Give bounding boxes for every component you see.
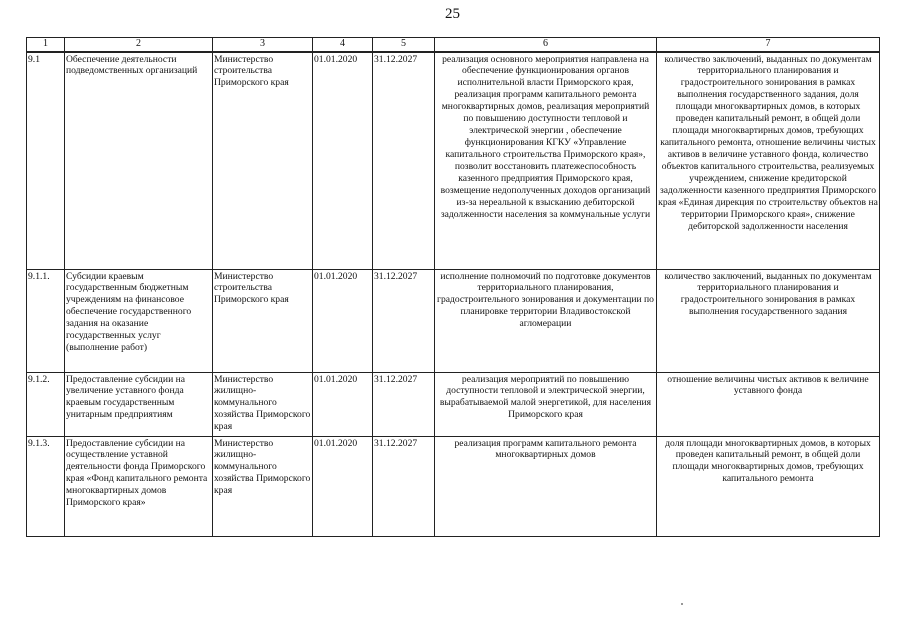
end-date: 31.12.2027 [373, 52, 435, 270]
responsible-executor: Министерство строительства Приморского края [213, 52, 313, 270]
item-number: 9.1.1. [27, 269, 65, 372]
end-date: 31.12.2027 [373, 436, 435, 536]
responsible-executor: Министерство жилищно-коммунального хозяйства Приморского края [213, 372, 313, 436]
page-number: 25 [445, 6, 460, 22]
scan-speck [681, 603, 683, 605]
table-row [27, 372, 880, 436]
related-indicators: количество заключений, выданных по документам территориального планирования и градостроительного зонирования в рамках выполнения государственного задания [657, 269, 880, 372]
start-date: 01.01.2020 [313, 436, 373, 536]
expected-result: исполнение полномочий по подготовке документов территориального планирования, градостроительного зонирования и документации по планировке территории Владивостокской агломерации [435, 269, 657, 372]
activity-name: Обеспечение деятельности подведомственных организаций [65, 52, 213, 270]
activity-name: Предоставление субсидии на осуществление уставной деятельности фонда Приморского края «Фонд капитального ремонта многоквартирных домов Приморского края» [65, 436, 213, 536]
column-number: 5 [373, 38, 435, 52]
responsible-executor: Министерство жилищно-коммунального хозяйства Приморского края [213, 436, 313, 536]
column-number-row [27, 38, 880, 52]
column-number: 7 [657, 38, 880, 52]
activity-name: Субсидии краевым государственным бюджетным учреждениям на финансовое обеспечение государственного задания на оказание государственных услуг (выполнение работ) [65, 269, 213, 372]
table-row [27, 436, 880, 536]
expected-result: реализация программ капитального ремонта многоквартирных домов [435, 436, 657, 536]
item-number: 9.1.2. [27, 372, 65, 436]
column-number: 1 [27, 38, 65, 52]
responsible-executor: Министерство строительства Приморского края [213, 269, 313, 372]
activity-name: Предоставление субсидии на увеличение уставного фонда краевым государственным унитарным предприятиям [65, 372, 213, 436]
table-row [27, 52, 880, 270]
end-date: 31.12.2027 [373, 372, 435, 436]
column-number: 3 [213, 38, 313, 52]
start-date: 01.01.2020 [313, 52, 373, 270]
table-row [27, 269, 880, 372]
column-number: 4 [313, 38, 373, 52]
item-number: 9.1.3. [27, 436, 65, 536]
expected-result: реализация мероприятий по повышению доступности тепловой и электрической энергии, вырабатываемой малой энергетикой, для населения Приморского края [435, 372, 657, 436]
start-date: 01.01.2020 [313, 372, 373, 436]
column-number: 2 [65, 38, 213, 52]
start-date: 01.01.2020 [313, 269, 373, 372]
related-indicators: отношение величины чистых активов к величине уставного фонда [657, 372, 880, 436]
end-date: 31.12.2027 [373, 269, 435, 372]
expected-result: реализация основного мероприятия направлена на обеспечение функционирования органов исполнительной власти Приморского края, реализация программ капитального ремонта многоквартирных домов, реализация мероприятий по повышению доступности тепловой и электрической энергии , обеспечение функционирования КГКУ «Управление капитального строительства Приморского края», позволит восстановить платежеспособность казенного предприятия Приморского края, возмещение недополученных доходов организаций из-за нереальной к взысканию дебиторской задолженности населения за коммунальные услуги [435, 52, 657, 270]
program-table [26, 37, 880, 537]
item-number: 9.1 [27, 52, 65, 270]
related-indicators: доля площади многоквартирных домов, в которых проведен капитальный ремонт, в общей доли площади многоквартирных домов, требующих капитального ремонта [657, 436, 880, 536]
related-indicators: количество заключений, выданных по документам территориального планирования и градостроительного зонирования в рамках выполнения государственного задания, доля площади многоквартирных домов, в которых проведен капитальный ремонт, в общей доли площади многоквартирных домов, требующих капитального ремонта, отношение величины чистых активов в величине уставного фонда, количество объектов капитального строительства, реализуемых учреждением, снижение кредиторской задолженности казенного предприятия Приморского края «Единая дирекция по строительству объектов на территории Приморского края», снижение дебиторской задолженности населения [657, 52, 880, 270]
column-number: 6 [435, 38, 657, 52]
